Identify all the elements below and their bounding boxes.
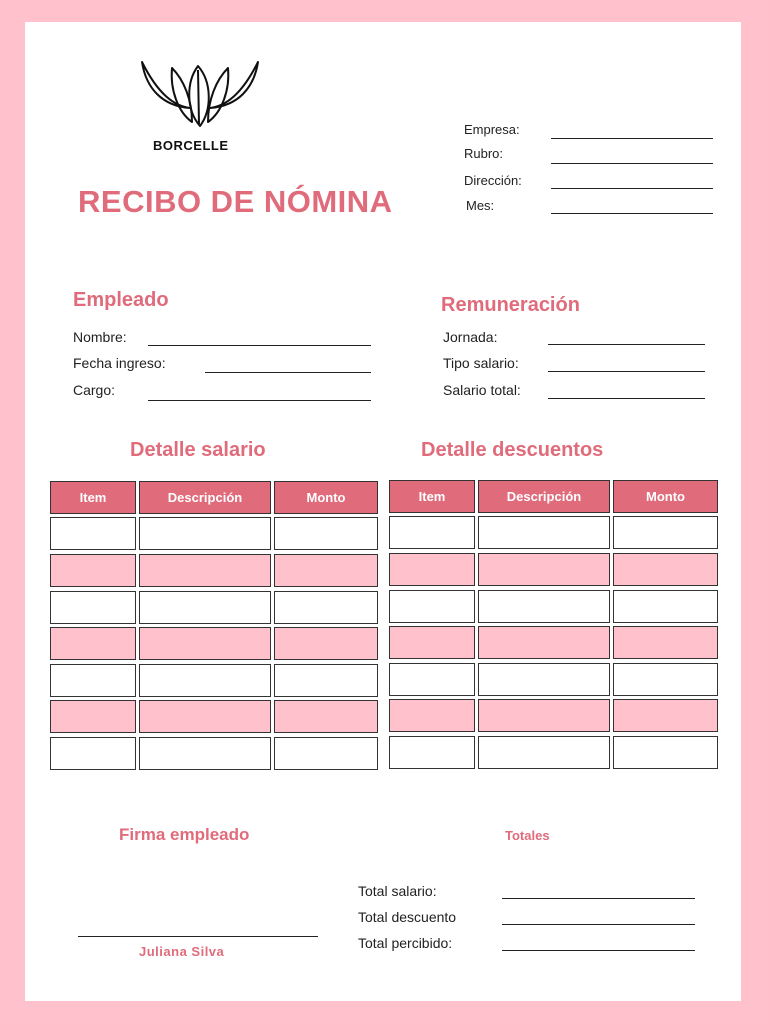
page-title: RECIBO DE NÓMINA — [78, 184, 393, 219]
total-salary-label: Salario total: — [443, 382, 521, 398]
hire-date-field[interactable] — [205, 372, 371, 373]
address-label: Dirección: — [464, 173, 522, 188]
salary-cell[interactable] — [139, 664, 271, 697]
salary-cell[interactable] — [50, 627, 136, 660]
position-label: Cargo: — [73, 382, 116, 398]
salary-cell[interactable] — [274, 591, 378, 624]
salary-cell[interactable] — [274, 517, 378, 550]
name-label: Nombre: — [73, 329, 127, 345]
discount-cell[interactable] — [478, 736, 610, 769]
discount-cell[interactable] — [613, 626, 718, 659]
salary-cell[interactable] — [50, 591, 136, 624]
employee-title: Empleado — [73, 289, 169, 311]
salary-detail-title: Detalle salario — [130, 439, 266, 461]
salary-cell[interactable] — [139, 737, 271, 770]
salary-cell[interactable] — [139, 700, 271, 733]
salary-cell[interactable] — [274, 627, 378, 660]
hire-date-label: Fecha ingreso: — [73, 355, 166, 371]
industry-field[interactable] — [551, 163, 713, 164]
discount-cell[interactable] — [613, 516, 718, 549]
discount-cell[interactable] — [389, 626, 475, 659]
signature-line[interactable] — [78, 936, 318, 937]
salary-cell[interactable] — [50, 664, 136, 697]
discount-detail-title: Detalle descuentos — [421, 439, 604, 461]
salary-cell[interactable] — [274, 700, 378, 733]
remuneration-title: Remuneración — [441, 294, 580, 316]
salary-cell[interactable] — [139, 517, 271, 550]
discount-col-item: Item — [389, 480, 475, 513]
name-field[interactable] — [148, 345, 371, 346]
industry-label: Rubro: — [464, 146, 504, 161]
signature-title: Firma empleado — [119, 825, 250, 844]
discount-cell[interactable] — [478, 553, 610, 586]
discount-cell[interactable] — [478, 663, 610, 696]
month-label: Mes: — [466, 198, 495, 213]
discount-col-description: Descripción — [478, 480, 610, 513]
address-field[interactable] — [551, 188, 713, 189]
discount-cell[interactable] — [613, 663, 718, 696]
total-discount-label: Total descuento — [358, 909, 457, 925]
salary-type-label: Tipo salario: — [443, 355, 519, 371]
discount-cell[interactable] — [389, 553, 475, 586]
salary-cell[interactable] — [139, 591, 271, 624]
salary-cell[interactable] — [50, 737, 136, 770]
discount-cell[interactable] — [389, 736, 475, 769]
salary-cell[interactable] — [274, 554, 378, 587]
salary-type-field[interactable] — [548, 371, 705, 372]
salary-cell[interactable] — [274, 664, 378, 697]
discount-cell[interactable] — [613, 699, 718, 732]
company-field[interactable] — [551, 138, 713, 139]
total-discount-field[interactable] — [502, 924, 695, 925]
salary-cell[interactable] — [139, 554, 271, 587]
salary-cell[interactable] — [50, 554, 136, 587]
discount-cell[interactable] — [478, 516, 610, 549]
month-field[interactable] — [551, 213, 713, 214]
discount-cell[interactable] — [389, 699, 475, 732]
discount-cell[interactable] — [389, 590, 475, 623]
salary-col-description: Descripción — [139, 481, 271, 514]
discount-cell[interactable] — [389, 663, 475, 696]
employee-signature-name: Juliana Silva — [139, 944, 225, 959]
salary-cell[interactable] — [139, 627, 271, 660]
discount-cell[interactable] — [613, 736, 718, 769]
discount-col-amount: Monto — [613, 480, 718, 513]
total-salary-summary-field[interactable] — [502, 898, 695, 899]
salary-cell[interactable] — [50, 700, 136, 733]
discount-cell[interactable] — [478, 626, 610, 659]
totals-title: Totales — [505, 828, 550, 843]
total-salary-field[interactable] — [548, 398, 705, 399]
workday-field[interactable] — [548, 344, 705, 345]
total-received-field[interactable] — [502, 950, 695, 951]
total-salary-summary-label: Total salario: — [358, 883, 437, 899]
company-label: Empresa: — [464, 122, 520, 137]
brand-name: BORCELLE — [153, 138, 229, 153]
workday-label: Jornada: — [443, 329, 498, 345]
discount-cell[interactable] — [613, 590, 718, 623]
total-received-label: Total percibido: — [358, 935, 453, 951]
position-field[interactable] — [148, 400, 371, 401]
salary-cell[interactable] — [274, 737, 378, 770]
salary-col-amount: Monto — [274, 481, 378, 514]
salary-col-item: Item — [50, 481, 136, 514]
leaf-logo-icon — [138, 58, 262, 130]
discount-cell[interactable] — [613, 553, 718, 586]
salary-cell[interactable] — [50, 517, 136, 550]
discount-cell[interactable] — [478, 590, 610, 623]
discount-cell[interactable] — [389, 516, 475, 549]
discount-cell[interactable] — [478, 699, 610, 732]
